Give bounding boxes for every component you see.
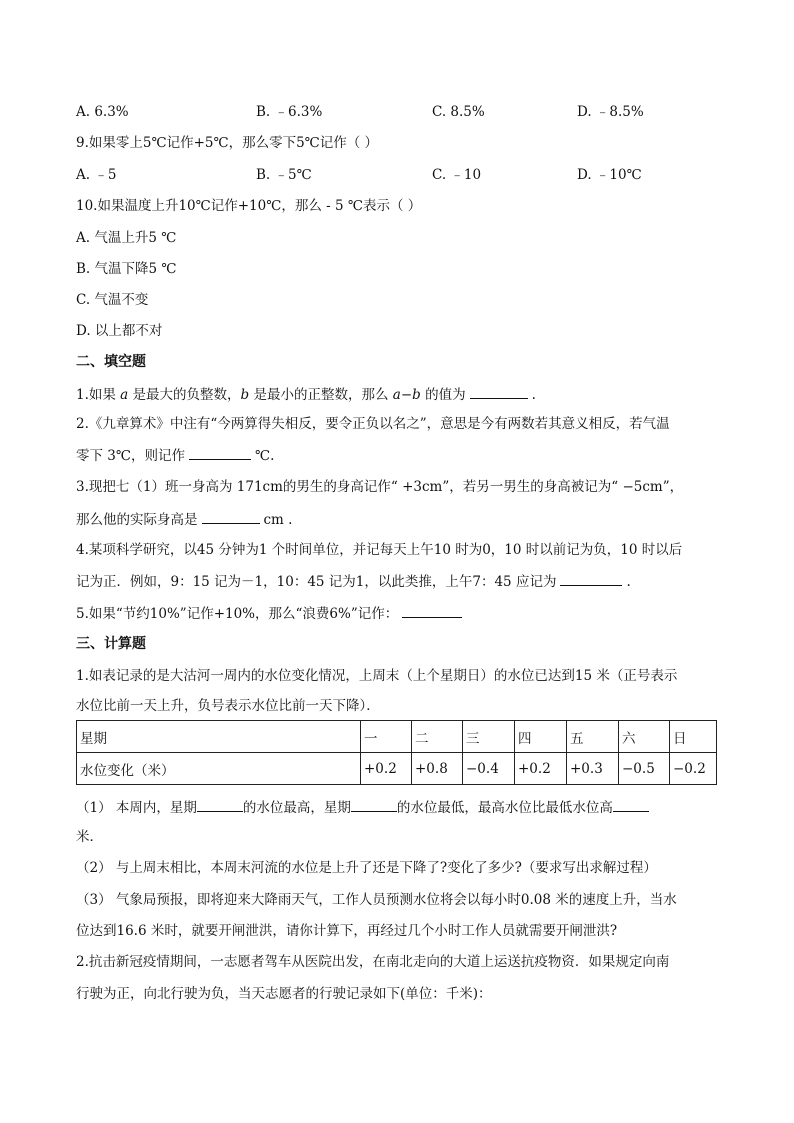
calc-q1-sub2: （2） 与上周末相比，本周末河流的水位是上升了还是下降了?变化了多少?（要求写出求解过程） <box>76 860 657 876</box>
answer-blank[interactable] <box>402 604 462 618</box>
q8-option-b: B. ﹣6.3% <box>256 104 323 120</box>
q10-option-b: B. 气温下降5 ℃ <box>76 261 177 277</box>
table-header-cell: 一 <box>361 721 412 753</box>
section-heading-fill-in: 二、填空题 <box>76 354 146 370</box>
table-cell: −0.5 <box>619 753 670 785</box>
calc-q1-sub1 <box>76 798 649 817</box>
table-header-cell: 三 <box>463 721 515 753</box>
table-header-cell: 日 <box>670 721 717 753</box>
table-cell: −0.2 <box>670 753 717 785</box>
table-row <box>77 753 717 785</box>
fill-q1-text: 是最小的正整数，那么 <box>249 387 393 403</box>
table-cell: −0.4 <box>463 753 515 785</box>
fill-q3-text: cm . <box>263 512 293 528</box>
table-header-cell: 五 <box>567 721 619 753</box>
fill-q3-line1: 3.现把七（1）班一身高为 171cm的男生的身高记作“ +3cm”，若另一男生的身高被记为“ −5cm”， <box>76 479 684 495</box>
fill-q1-text: 1.如果 <box>76 387 121 403</box>
q9-option-c: C. ﹣10 <box>432 167 482 183</box>
q10-option-c: C. 气温不变 <box>76 292 149 308</box>
q10-stem: 10.如果温度上升10℃记作+10℃，那么 - 5 ℃表示（ ） <box>76 198 422 214</box>
table-header-cell: 二 <box>412 721 463 753</box>
fill-q4-line1: 4.某项科学研究，以45 分钟为1 个时间单位，并记每天上午10 时为0，10 时以前记为负，10 时以后 <box>76 542 683 558</box>
calc-q1-sub1-tail: 米． <box>76 829 103 845</box>
calc-q1-sub3-line2: 位达到16.6 米时，就要开闸泄洪，请你计算下，再经过几个小时工作人员就需要开闸泄洪? <box>76 923 618 939</box>
fill-q3-text: 那么他的实际身高是 <box>76 512 198 528</box>
table-cell: +0.3 <box>567 753 619 785</box>
fill-q4-line2 <box>76 572 631 591</box>
calc-q1-sub1-text: （1） 本周内，星期 <box>76 800 197 816</box>
calc-q2-line2: 行驶为正，向北行驶为负，当天志愿者的行驶记录如下(单位：千米)： <box>76 986 492 1002</box>
answer-blank[interactable] <box>560 572 622 586</box>
q10-option-d: D. 以上都不对 <box>76 323 163 339</box>
calc-q2-line1: 2.抗击新冠疫情期间，一志愿者驾车从医院出发，在南北走向的大道上运送抗疫物资．如果规定向南 <box>76 954 670 970</box>
q9-stem: 9.如果零上5℃记作+5℃，那么零下5℃记作（ ） <box>76 135 379 151</box>
q8-option-d: D. ﹣8.5% <box>577 104 644 120</box>
fill-q3-line2 <box>76 510 292 529</box>
expr-a-minus-b: a−b <box>392 387 421 403</box>
answer-blank[interactable] <box>351 798 397 812</box>
q8-option-c: C. 8.5% <box>432 104 485 120</box>
table-header-cell: 星期 <box>77 721 361 753</box>
answer-blank[interactable] <box>202 510 260 524</box>
fill-q1-text: . <box>531 387 536 403</box>
table-cell: 水位变化（米） <box>77 753 361 785</box>
table-cell: +0.8 <box>412 753 463 785</box>
answer-blank[interactable] <box>197 798 243 812</box>
calc-q1-line1: 1.如表记录的是大沽河一周内的水位变化情况，上周末（上个星期日）的水位已达到15 米（正号表示 <box>76 668 678 684</box>
fill-q2-text: 零下 3℃，则记作 <box>76 448 185 464</box>
table-cell: +0.2 <box>361 753 412 785</box>
answer-blank[interactable] <box>470 385 528 399</box>
var-b: b <box>240 387 250 403</box>
calc-q1-sub1-text: 的水位最低，最高水位比最低水位高 <box>396 800 613 816</box>
fill-q5 <box>76 604 466 623</box>
fill-q4-text: 记为正．例如，9：15 记为－1，10：45 记为1，以此类推，上午7：45 应记为 <box>76 574 557 590</box>
answer-blank[interactable] <box>613 798 649 812</box>
q9-option-a: A. ﹣5 <box>76 167 117 183</box>
fill-q2-text: ℃. <box>254 448 275 464</box>
calc-q1-sub1-text: 的水位最高，星期 <box>242 800 351 816</box>
calc-q1-sub3-line1: （3） 气象局预报，即将迎来大降雨天气，工作人员预测水位将会以每小时0.08 米的速度上升，当水 <box>76 892 677 908</box>
table-row <box>77 721 717 753</box>
table-header-cell: 六 <box>619 721 670 753</box>
fill-q1-text: 的值为 <box>420 387 466 403</box>
var-a: a <box>120 387 129 403</box>
q10-option-a: A. 气温上升5 ℃ <box>76 230 177 246</box>
fill-q1 <box>76 385 536 404</box>
calc-q1-line2: 水位比前一天上升，负号表示水位比前一天下降）． <box>76 698 380 714</box>
section-heading-calculation: 三、计算题 <box>76 636 146 652</box>
fill-q1-text: 是最大的负整数， <box>128 387 241 403</box>
q9-option-b: B. ﹣5℃ <box>256 167 312 183</box>
answer-blank[interactable] <box>189 446 251 460</box>
fill-q5-text: 5.如果“节约10%”记作+10%，那么“浪费6%”记作： <box>76 606 399 622</box>
fill-q2-line1: 2.《九章算术》中注有“今两算得失相反，要令正负以名之”，意思是今有两数若其意义相反，若气温 <box>76 416 670 432</box>
water-level-table <box>76 720 717 785</box>
table-header-cell: 四 <box>515 721 567 753</box>
table-cell: +0.2 <box>515 753 567 785</box>
fill-q4-text: . <box>626 574 631 590</box>
q8-option-a: A. 6.3% <box>76 104 129 120</box>
fill-q2-line2 <box>76 446 274 465</box>
q9-option-d: D. ﹣10℃ <box>577 167 642 183</box>
